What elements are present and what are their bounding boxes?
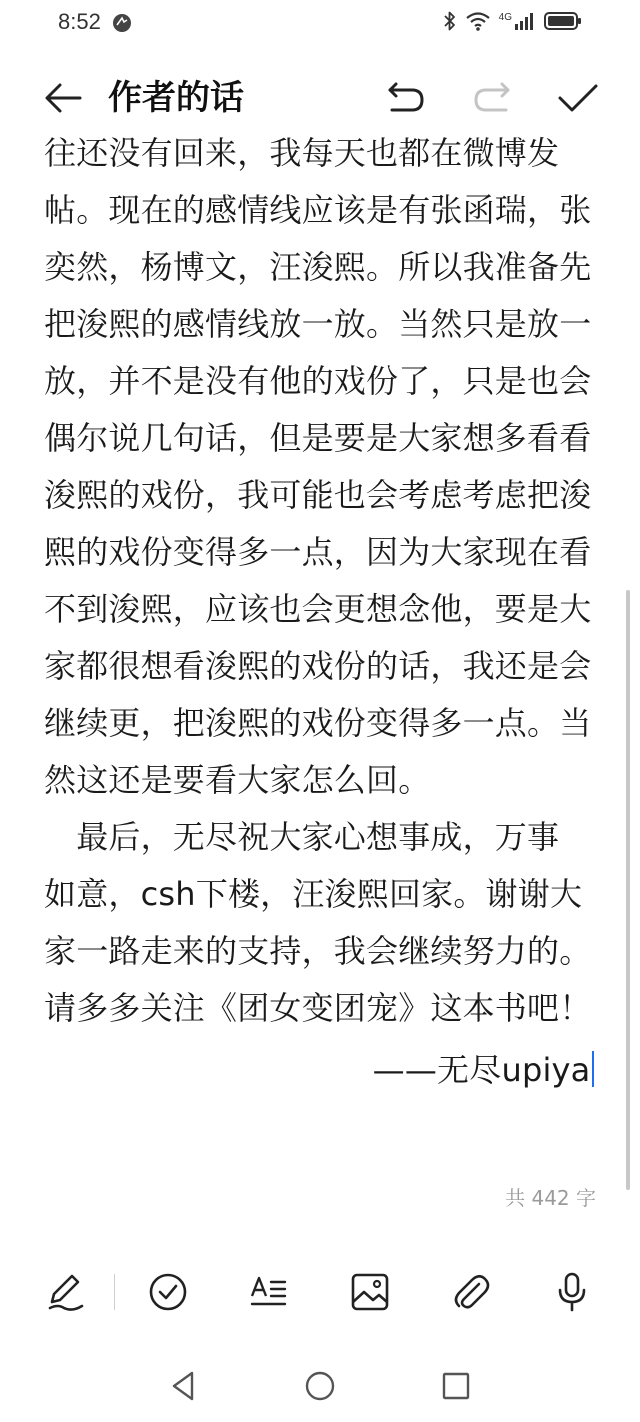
attachment-icon — [449, 1299, 493, 1318]
editor-line: 浚熙的戏份，我可能也会考虑考虑把浚 — [44, 476, 592, 514]
wifi-icon — [465, 10, 491, 36]
signature-text: ——无尽upiya — [372, 1051, 591, 1089]
editor-line: 家一路走来的支持，我会继续努力的。 — [44, 932, 592, 970]
redo-icon — [470, 105, 514, 124]
bottom-toolbar — [0, 1262, 640, 1322]
back-button[interactable] — [42, 76, 86, 120]
editor-line: 家都很想看浚熙的戏份的话，我还是会 — [44, 647, 592, 685]
handwriting-button[interactable] — [44, 1270, 88, 1314]
bluetooth-icon — [443, 10, 457, 36]
editor-toolbar — [0, 66, 640, 128]
editor-line: 然这还是要看大家怎么回。 — [44, 761, 431, 799]
nav-home-icon — [300, 1389, 340, 1408]
nav-recents-icon — [436, 1389, 476, 1408]
microphone-icon — [550, 1299, 594, 1318]
nav-back-button[interactable] — [164, 1368, 204, 1404]
status-icons — [443, 10, 582, 36]
insert-image-button[interactable] — [348, 1270, 392, 1314]
confirm-button[interactable] — [556, 76, 600, 120]
editor-line: 请多多关注《团女变团宠》这本书吧！ — [44, 989, 592, 1027]
signature-line — [373, 1050, 594, 1090]
editor-line: 往还没有回来，我每天也都在微博发 — [44, 134, 560, 172]
editor-line: 帖。现在的感情线应该是有张函瑞，张 — [44, 191, 592, 229]
word-count: 共 442 字 — [505, 1186, 596, 1210]
checklist-button[interactable] — [146, 1270, 190, 1314]
battery-icon — [544, 11, 582, 35]
check-icon — [556, 105, 600, 124]
app-notification-icon — [112, 13, 132, 37]
editor-line: 如意，csh下楼，汪浚熙回家。谢谢大 — [44, 875, 583, 913]
checkbox-icon — [146, 1299, 190, 1318]
editor-line: 熙的戏份变得多一点，因为大家现在看 — [44, 533, 592, 571]
toolbar-divider — [114, 1274, 115, 1310]
network-type-label: 4G — [498, 11, 512, 23]
editor-line: 不到浚熙，应该也会更想念他，要是大 — [44, 590, 592, 628]
editor-line: 最后，无尽祝大家心想事成，万事 — [44, 818, 560, 856]
nav-back-icon — [164, 1389, 204, 1408]
editor-line: 把浚熙的感情线放一放。当然只是放一 — [44, 305, 592, 343]
voice-input-button[interactable] — [550, 1270, 594, 1314]
nav-recents-button[interactable] — [436, 1368, 476, 1404]
editor-line: 放，并不是没有他的戏份了，只是也会 — [44, 362, 592, 400]
undo-icon — [384, 105, 428, 124]
pen-icon — [44, 1299, 88, 1318]
signal-icon — [514, 11, 536, 35]
editor-line: 继续更，把浚熙的戏份变得多一点。当 — [44, 704, 592, 742]
undo-button[interactable] — [384, 76, 428, 120]
text-format-icon — [247, 1299, 291, 1318]
redo-button[interactable] — [470, 76, 514, 120]
text-format-button[interactable] — [247, 1270, 291, 1314]
attachment-button[interactable] — [449, 1270, 493, 1314]
status-bar — [0, 0, 640, 48]
page-title: 作者的话 — [108, 78, 244, 118]
image-icon — [348, 1299, 392, 1318]
text-editor[interactable] — [0, 128, 640, 1218]
system-nav-bar — [0, 1356, 640, 1416]
editor-line: 奕然，杨博文，汪浚熙。所以我准备先 — [44, 248, 592, 286]
back-arrow-icon — [42, 105, 86, 124]
scrollbar[interactable] — [626, 590, 630, 1190]
status-time: 8:52 — [58, 9, 101, 34]
editor-line: 偶尔说几句话，但是要是大家想多看看 — [44, 419, 592, 457]
text-cursor — [592, 1051, 595, 1087]
nav-home-button[interactable] — [300, 1368, 340, 1404]
